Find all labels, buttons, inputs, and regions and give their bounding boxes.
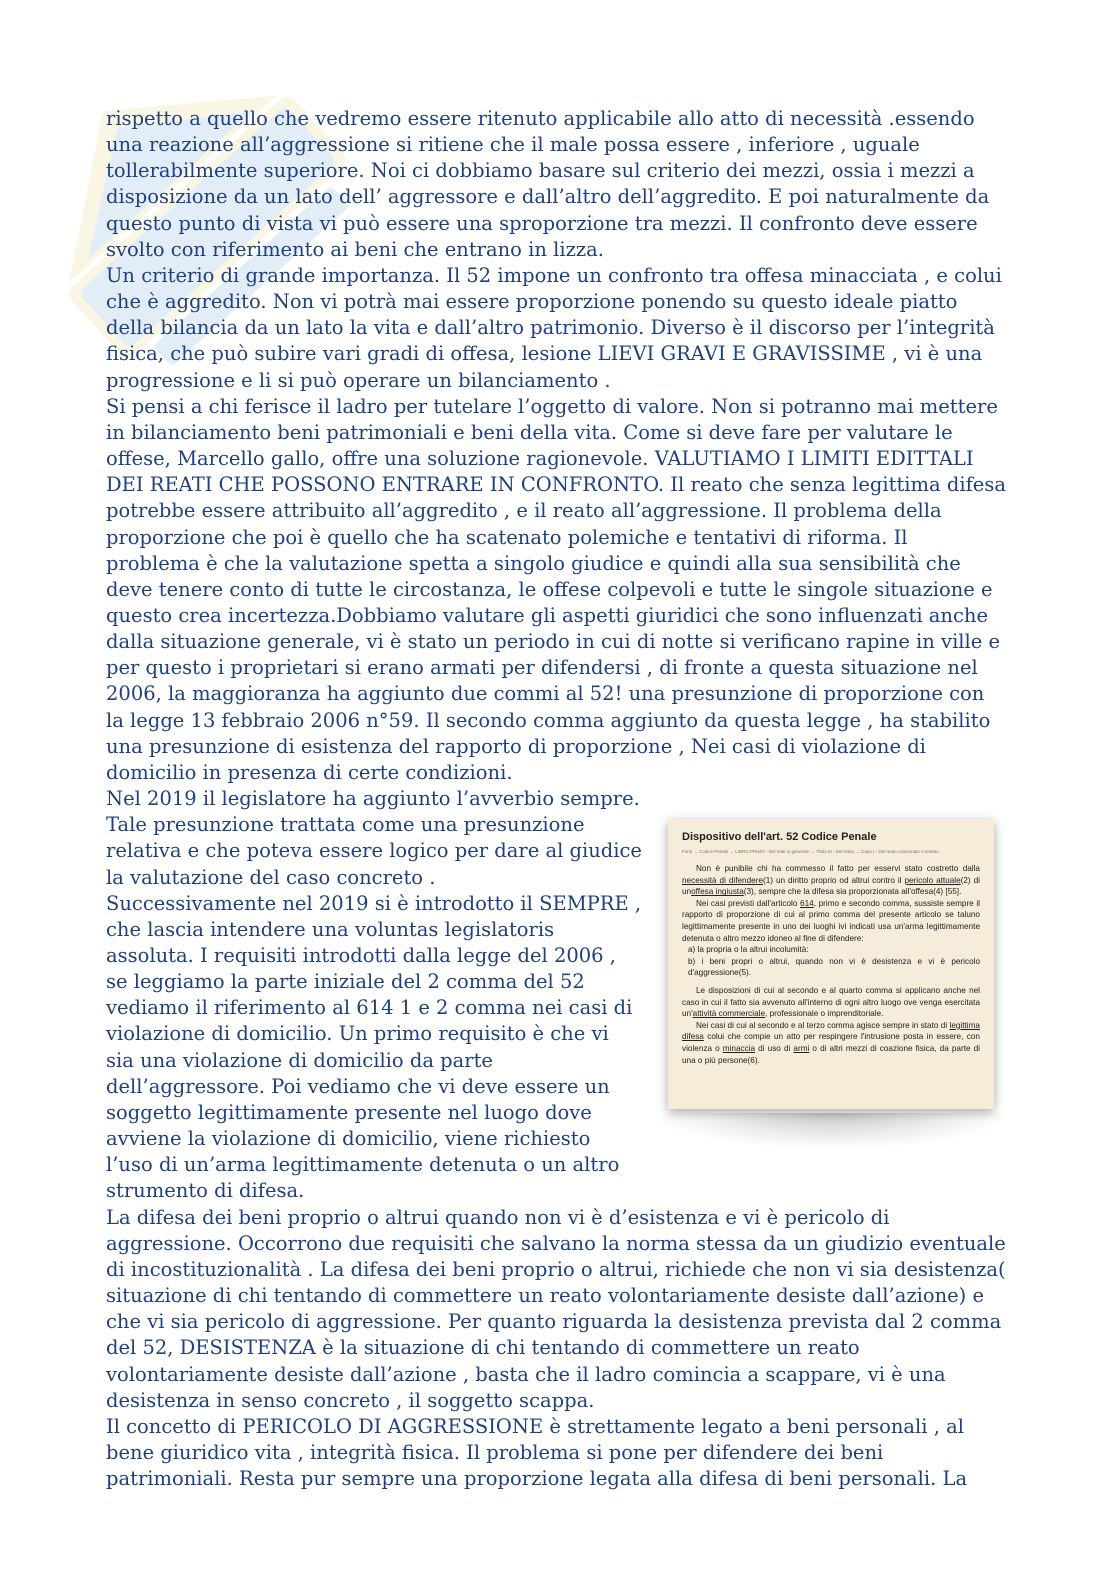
figure-p2-text-b: , primo e secondo comma, sussiste sempre il rapporto di proporzione di cui al primo comma del presente articolo se taluno legittimamente presente in uno dei luoghi ivi indicati usa un'arma legittimamente detenuta o altro mezzo idoneo al fine di difendere: [682, 898, 980, 943]
paragraph-6: La difesa dei beni proprio o altrui quando non vi è d’esistenza e vi è pericolo di aggressione. Occorrono due requisiti che salvano la norma stessa da un giudizio eventuale di incostituzionalità . La difesa dei beni proprio o altrui, richiede che non vi sia desistenza( situazione di chi tentando di commettere un reato volontariamente desiste dall’azione) e che vi sia pericolo di aggressione. Per quanto riguarda la desistenza prevista dal 2 comma del 52, DESISTENZA è la situazione di chi tentando di commettere un reato volontariamente desiste dall’azione , basta che il ladro comincia a scappare, vi è una desistenza in senso concreto , il soggetto scappa. [106, 1205, 1006, 1412]
figure-p3-text-a: Le disposizioni di cui al secondo e al quarto comma si applicano anche nel caso in cui il fatto sia avvenuto all'interno di ogni altro luogo ove venga esercitata un' [682, 986, 980, 1019]
link-offesa-ingiusta[interactable]: offesa ingiusta [691, 887, 744, 897]
figure-p4-text-a: Nei casi di cui al secondo e al terzo comma agisce sempre in stato di [696, 1020, 950, 1030]
figure-breadcrumb: Fonti → Codice Penale → LIBRO PRIMO - Dei reati in generale → Titolo III - Del reato → Capo I - Del reato consumato e tentato [682, 849, 939, 855]
figure-p4-text-d: o di altri mezzi di coazione fisica, da parte di una o più persone(6). [682, 1043, 980, 1065]
link-minaccia[interactable]: minaccia [722, 1043, 756, 1053]
figure-p4-text-c: di uso di [755, 1043, 794, 1053]
figure-item-b: b) i beni propri o altrui, quando non vi è desistenza e vi è pericolo d'aggressione(5). [688, 956, 980, 978]
paragraph-7: Il concetto di PERICOLO DI AGGRESSIONE è strettamente legato a beni personali , al bene giuridico vita , integrità fisica. Il problema si pone per difendere dei beni patrimoniali. Resta pur sempre una proporzione legata alla difesa di beni personali. La [106, 1414, 968, 1491]
figure-item-a: a) la propria o la altrui incolumità: [688, 945, 809, 955]
figure-paragraph-2 [682, 898, 980, 944]
link-necessita-di-difendere[interactable]: necessità di difendere [682, 875, 763, 885]
figure-paragraph-4 [682, 1020, 980, 1066]
link-pericolo-attuale[interactable]: pericolo attuale [904, 875, 961, 885]
link-legittima-difesa[interactable]: legittima difesa [682, 1020, 980, 1042]
figure-p1-text-c: (2) di un [682, 875, 980, 897]
figure-p2-text-a: Nei casi previsti dall'articolo [696, 898, 801, 908]
figure-p3-text-b: , professionale o imprenditoriale. [765, 1009, 884, 1019]
figure-paragraph-3 [682, 985, 980, 1020]
figure-p1-text-d: (3), sempre che la difesa sia proporzionata all'offesa(4) [55]. [743, 887, 962, 897]
link-614[interactable]: 614 [800, 898, 814, 908]
figure-p4-text-b: colui che compie un atto per respingere l'intrusione posta in essere, con violenza o [682, 1032, 980, 1053]
figure-title: Dispositivo dell'art. 52 Codice Penale [682, 831, 877, 844]
article-52-card [668, 819, 994, 1109]
paragraph-2: Un criterio di grande importanza. Il 52 impone un confronto tra offesa minacciata , e colui che è aggredito. Non vi potrà mai essere proporzione ponendo su questo ideale piatto della bilancia da un lato la vita e dall’altro patrimonio. Diverso è il discorso per l’integrità fisica, che può subire vari gradi di offesa, lesione LIEVI GRAVI E GRAVISSIME , vi è una progressione e li si può operare un bilanciamento . [106, 263, 1002, 392]
link-armi[interactable]: armi [793, 1043, 810, 1053]
figure-paragraph-1 [682, 863, 980, 898]
document-body [106, 106, 1006, 1492]
figure-drop-shadow [662, 1113, 1002, 1147]
paragraph-3: Si pensi a chi ferisce il ladro per tutelare l’oggetto di valore. Non si potranno mai mettere in bilanciamento beni patrimoniali e beni della vita. Come si deve fare per valutare le offese, Marcello gallo, offre una soluzione ragionevole. VALUTIAMO I LIMITI EDITTALI DEI REATI CHE POSSONO ENTRARE IN CONFRONTO. Il reato che senza legittima difesa potrebbe essere attribuito all’aggredito , e il reato all’aggressione. Il problema della proporzione che poi è quello che ha scatenato polemiche e tentativi di riforma. Il problema è che la valutazione spetta a singolo giudice e quindi alla sua sensibilità che deve tenere conto di tutte le circostanza, le offese colpevoli e tutte le singole situazione e questo crea incertezza.Dobbiamo valutare gli aspetti giuridici che sono influenzati anche dalla situazione generale, vi è stato un periodo in cui di notte si verificano rapine in ville e per questo i proprietari si erano armati per difendersi , di fronte a questa situazione nel 2006, la maggioranza ha aggiunto due commi al 52! una presunzione di proporzione con la legge 13 febbraio 2006 n°59. Il secondo comma aggiunto da questa legge , ha stabilito una presunzione di esistenza del rapporto di proporzione , Nei casi di violazione di domicilio in presenza di certe condizioni. [106, 394, 1006, 784]
article-52-figure [662, 813, 1002, 1149]
figure-p1-text-a: Non è punibile chi ha commesso il fatto per esservi stato costretto dalla [696, 864, 980, 874]
paragraph-1: rispetto a quello che vedremo essere ritenuto applicabile allo atto di necessità .essendo una reazione all’aggressione si ritiene che il male possa essere , inferiore , uguale tollerabilmente superiore. Noi ci dobbiamo basare sul criterio dei mezzi, ossia i mezzi a disposizione da un lato dell’ aggressore e dall’altro dell’aggredito. E poi naturalmente da questo punto di vista vi può essere una sproporzione tra mezzi. Il confronto deve essere svolto con riferimento ai beni che entrano in lizza. [106, 107, 990, 261]
paragraph-4: Nel 2019 il legislatore ha aggiunto l’avverbio sempre. Tale presunzione trattata come una presunzione relativa e che poteva essere logico per dare al giudice la valutazione del caso concreto . [106, 787, 642, 889]
paragraph-5: Successivamente nel 2019 si è introdotto il SEMPRE , che lascia intendere una voluntas legislatoris assoluta. I requisiti introdotti dalla legge del 2006 , se leggiamo la parte iniziale del 2 comma del 52 vediamo il riferimento al 614 1 e 2 comma nei casi di violazione di domicilio. Un primo requisito è che vi sia una violazione di domicilio da parte dell’aggressore. Poi vediamo che vi deve essere un soggetto legittimamente presente nel luogo dove avviene la violazione di domicilio, viene richiesto l’uso di un’arma legittimamente detenuta o un altro strumento di difesa. [106, 891, 642, 1203]
figure-p1-text-b: (1) un diritto proprio od altrui contro il [763, 875, 905, 885]
link-attivita-commerciale[interactable]: attività commerciale [692, 1009, 766, 1019]
